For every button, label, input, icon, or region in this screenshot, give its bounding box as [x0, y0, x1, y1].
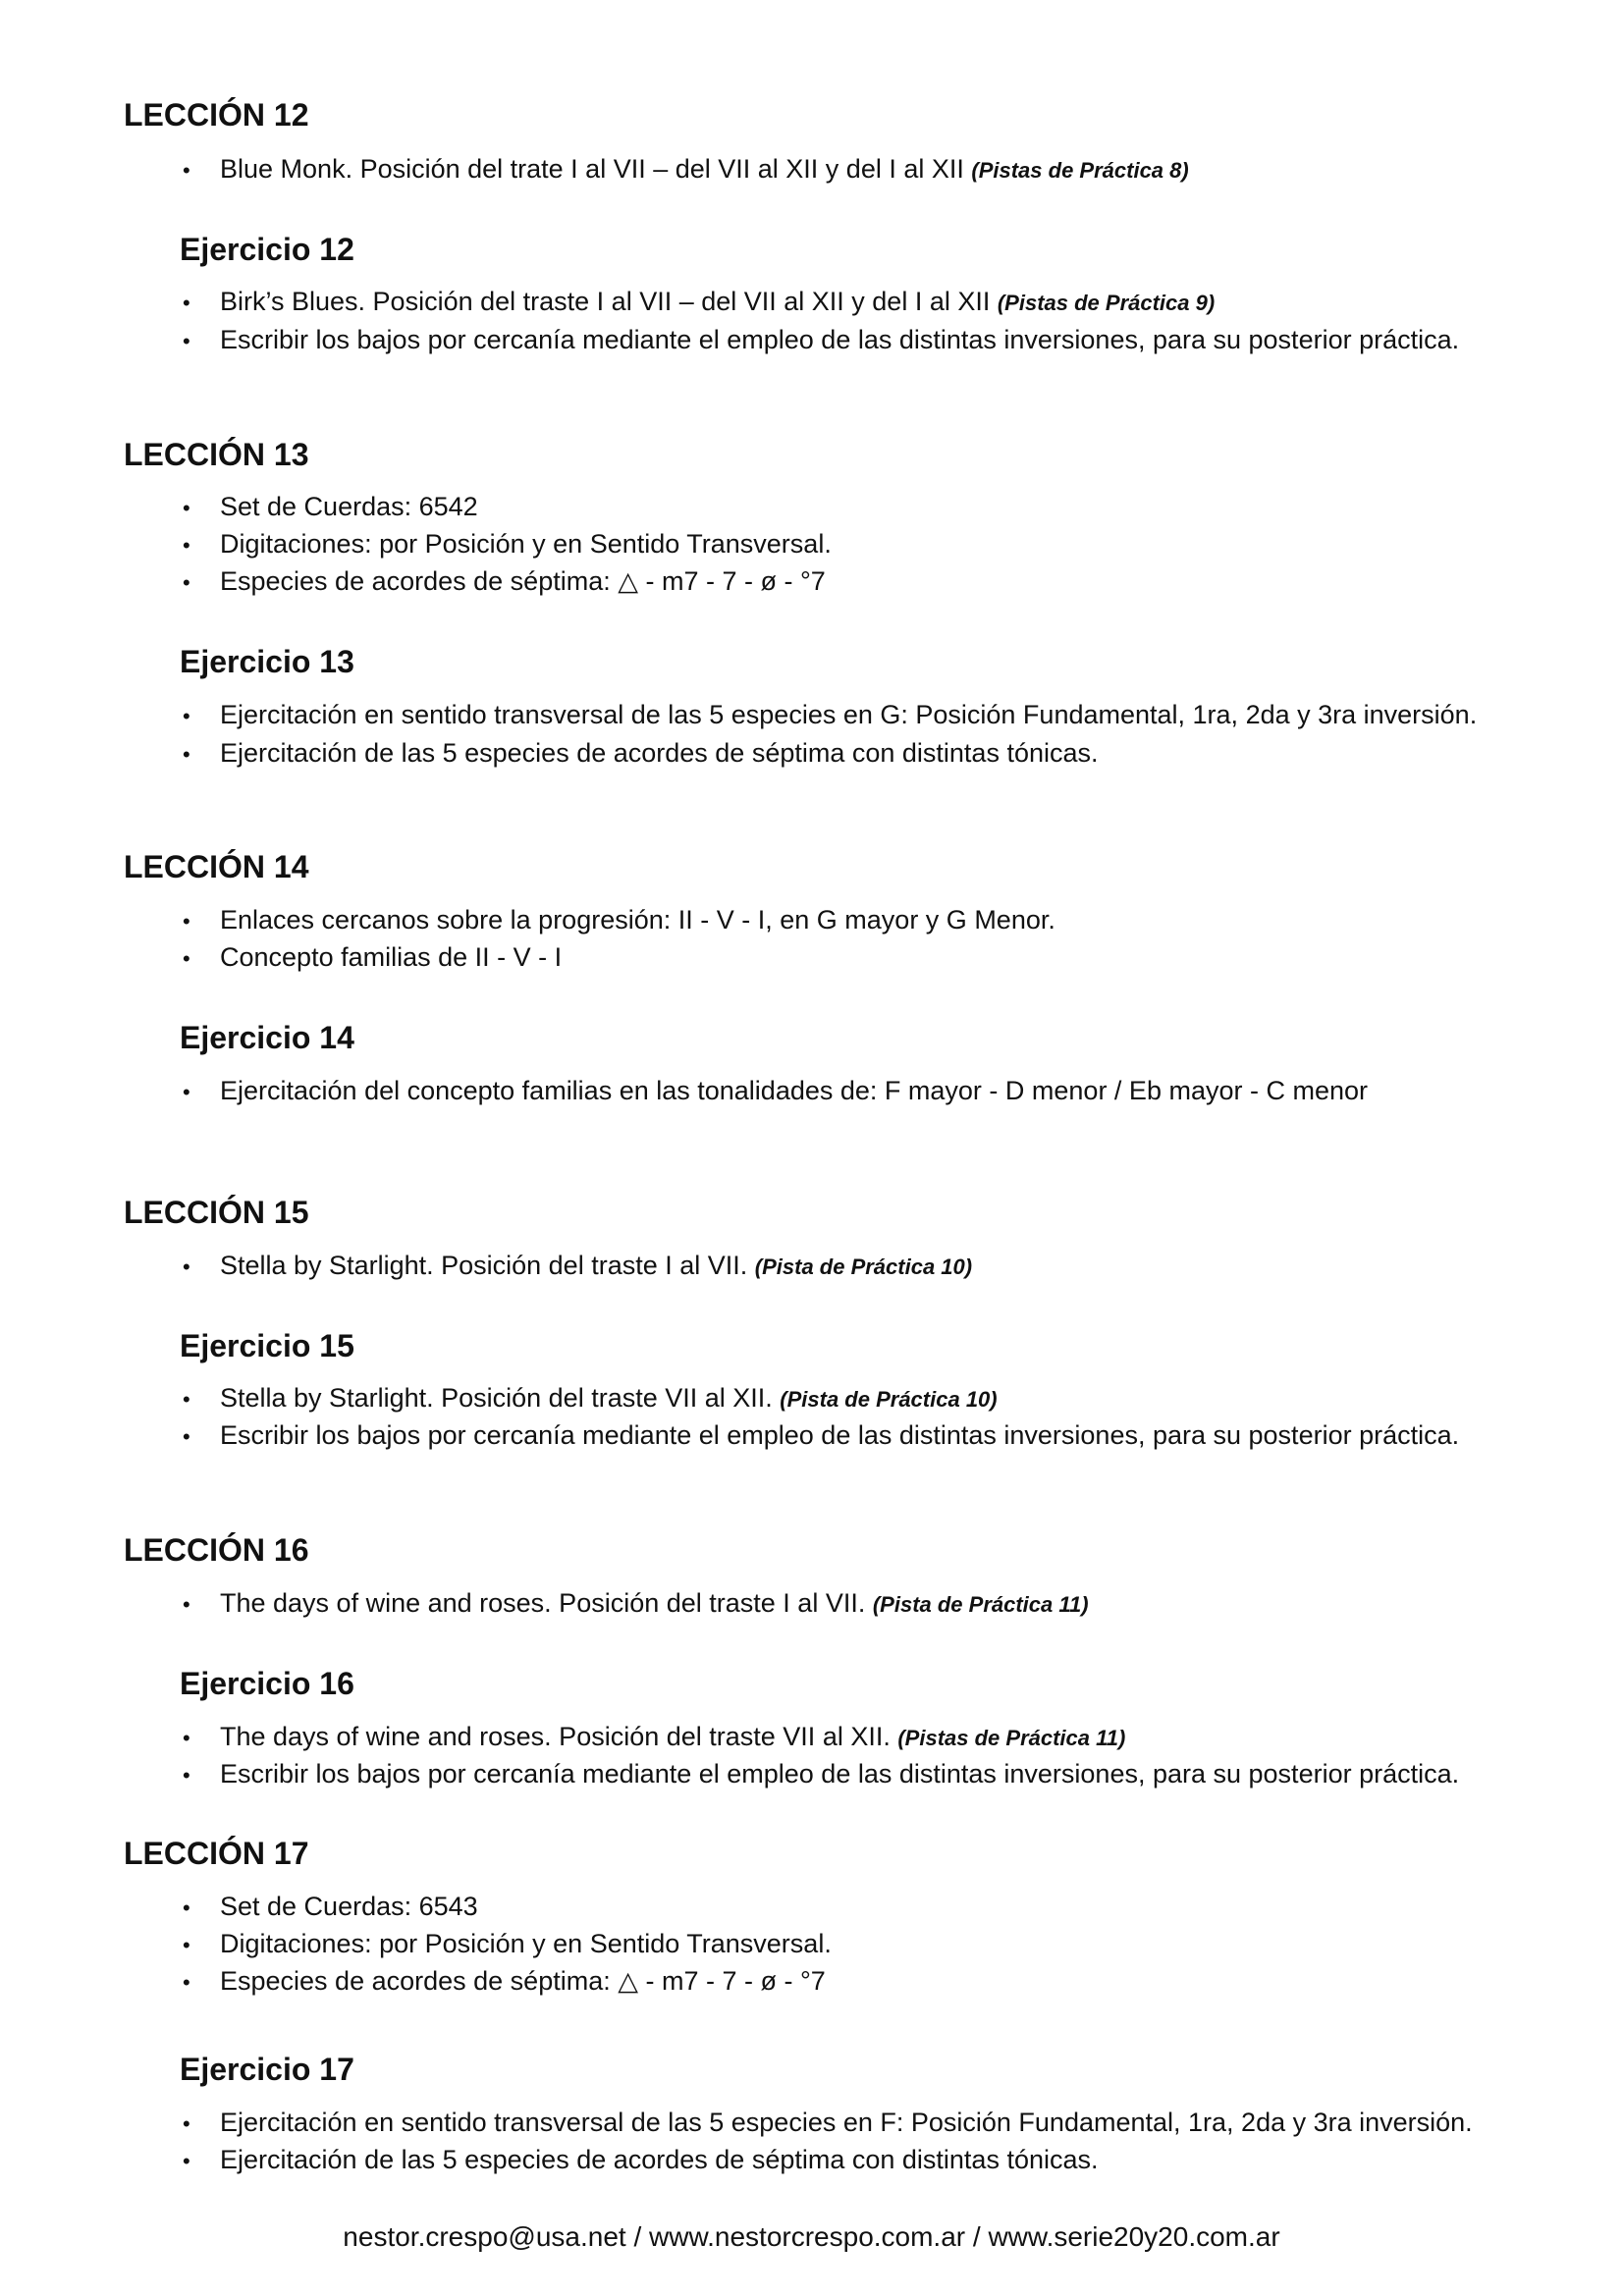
lesson-15-item-1: [183, 1249, 972, 1284]
item-text: Especies de acordes de séptima: △ - m7 - 7 - ø - °7: [220, 566, 826, 596]
item-text: Ejercitación de las 5 especies de acordes de séptima con distintas tónicas.: [220, 738, 1099, 768]
item-text: Birk’s Blues. Posición del traste I al VII – del VII al XII y del I al XII: [220, 287, 998, 316]
bullet-icon: •: [183, 329, 190, 353]
practice-track-note: (Pistas de Práctica 8): [971, 158, 1189, 183]
lesson-13-heading: LECCIÓN 13: [124, 437, 309, 472]
lesson-13-item-2: [183, 527, 832, 562]
exercise-14-heading: Ejercicio 14: [180, 1020, 354, 1055]
lesson-15-heading: LECCIÓN 15: [124, 1195, 309, 1230]
exercise-16-item-2: [183, 1757, 1459, 1792]
exercise-17-item-2: [183, 2143, 1099, 2178]
bullet-icon: •: [183, 1726, 190, 1750]
practice-track-note: (Pista de Práctica 11): [872, 1592, 1089, 1617]
bullet-icon: •: [183, 2111, 190, 2136]
exercise-13-item-1: [183, 698, 1477, 733]
exercise-17-heading: Ejercicio 17: [180, 2052, 354, 2087]
bullet-icon: •: [183, 1763, 190, 1788]
bullet-icon: •: [183, 704, 190, 728]
lesson-17-item-1: [183, 1890, 478, 1925]
exercise-17-item-1: [183, 2106, 1473, 2141]
item-text: Escribir los bajos por cercanía mediante el empleo de las distintas inversiones, para su posterior práctica.: [220, 1420, 1460, 1450]
item-text: Ejercitación en sentido transversal de las 5 especies en F: Posición Fundamental, 1ra, 2da y 3ra inversión.: [220, 2108, 1473, 2137]
lesson-14-heading: LECCIÓN 14: [124, 849, 309, 884]
item-text: The days of wine and roses. Posición del traste I al VII.: [220, 1588, 873, 1618]
bullet-icon: •: [183, 1424, 190, 1449]
practice-track-note: (Pista de Práctica 10): [780, 1387, 998, 1412]
lesson-17-item-3: [183, 1964, 826, 2000]
lesson-16-item-1: [183, 1586, 1089, 1622]
item-text: Enlaces cercanos sobre la progresión: II - V - I, en G mayor y G Menor.: [220, 905, 1055, 934]
bullet-icon: •: [183, 1080, 190, 1104]
exercise-12-item-2: [183, 323, 1459, 358]
lesson-14-item-2: [183, 940, 562, 976]
bullet-icon: •: [183, 742, 190, 767]
item-text: Ejercitación del concepto familias en las tonalidades de: F mayor - D menor / Eb mayor - C menor: [220, 1076, 1369, 1105]
exercise-14-item-1: [183, 1074, 1368, 1109]
bullet-icon: •: [183, 158, 190, 183]
bullet-icon: •: [183, 533, 190, 558]
item-text: Stella by Starlight. Posición del traste VII al XII.: [220, 1383, 781, 1413]
lesson-12-item-1: [183, 152, 1189, 187]
bullet-icon: •: [183, 909, 190, 934]
practice-track-note: (Pistas de Práctica 9): [997, 291, 1216, 315]
lesson-17-item-2: [183, 1927, 832, 1962]
bullet-icon: •: [183, 496, 190, 520]
contact-footer: nestor.crespo@usa.net / www.nestorcrespo.com.ar / www.serie20y20.com.ar: [343, 2221, 1280, 2252]
item-text: Escribir los bajos por cercanía mediante el empleo de las distintas inversiones, para su posterior práctica.: [220, 325, 1460, 354]
practice-track-note: (Pistas de Práctica 11): [897, 1726, 1126, 1750]
lesson-13-item-1: [183, 490, 478, 525]
lesson-16-heading: LECCIÓN 16: [124, 1532, 309, 1568]
bullet-icon: •: [183, 1387, 190, 1412]
exercise-12-item-1: [183, 285, 1215, 320]
exercise-16-item-1: [183, 1720, 1125, 1755]
exercise-15-item-1: [183, 1381, 998, 1416]
exercise-13-heading: Ejercicio 13: [180, 644, 354, 679]
item-text: The days of wine and roses. Posición del traste VII al XII.: [220, 1722, 898, 1751]
exercise-15-item-2: [183, 1418, 1459, 1454]
lesson-14-item-1: [183, 903, 1055, 938]
bullet-icon: •: [183, 946, 190, 971]
bullet-icon: •: [183, 2149, 190, 2173]
exercise-12-heading: Ejercicio 12: [180, 232, 354, 267]
item-text: Stella by Starlight. Posición del traste I al VII.: [220, 1251, 755, 1280]
bullet-icon: •: [183, 291, 190, 315]
item-text: Especies de acordes de séptima: △ - m7 - 7 - ø - °7: [220, 1966, 826, 1996]
item-text: Set de Cuerdas: 6542: [220, 492, 478, 521]
lesson-12-heading: LECCIÓN 12: [124, 97, 309, 133]
bullet-icon: •: [183, 1592, 190, 1617]
item-text: Ejercitación en sentido transversal de las 5 especies en G: Posición Fundamental, 1ra, 2da y 3ra inversión.: [220, 700, 1478, 729]
exercise-15-heading: Ejercicio 15: [180, 1328, 354, 1363]
item-text: Digitaciones: por Posición y en Sentido Transversal.: [220, 529, 832, 559]
bullet-icon: •: [183, 1896, 190, 1920]
lesson-13-item-3: [183, 564, 826, 600]
practice-track-note: (Pista de Práctica 10): [754, 1255, 973, 1279]
bullet-icon: •: [183, 570, 190, 595]
item-text: Ejercitación de las 5 especies de acordes de séptima con distintas tónicas.: [220, 2145, 1099, 2174]
bullet-icon: •: [183, 1255, 190, 1279]
item-text: Set de Cuerdas: 6543: [220, 1892, 478, 1921]
exercise-16-heading: Ejercicio 16: [180, 1666, 354, 1701]
item-text: Digitaciones: por Posición y en Sentido Transversal.: [220, 1929, 832, 1958]
item-text: Concepto familias de II - V - I: [220, 942, 563, 972]
lesson-17-heading: LECCIÓN 17: [124, 1836, 309, 1871]
item-text: Blue Monk. Posición del trate I al VII – del VII al XII y del I al XII: [220, 154, 972, 184]
bullet-icon: •: [183, 1933, 190, 1957]
exercise-13-item-2: [183, 736, 1099, 772]
item-text: Escribir los bajos por cercanía mediante el empleo de las distintas inversiones, para su posterior práctica.: [220, 1759, 1460, 1789]
bullet-icon: •: [183, 1970, 190, 1995]
